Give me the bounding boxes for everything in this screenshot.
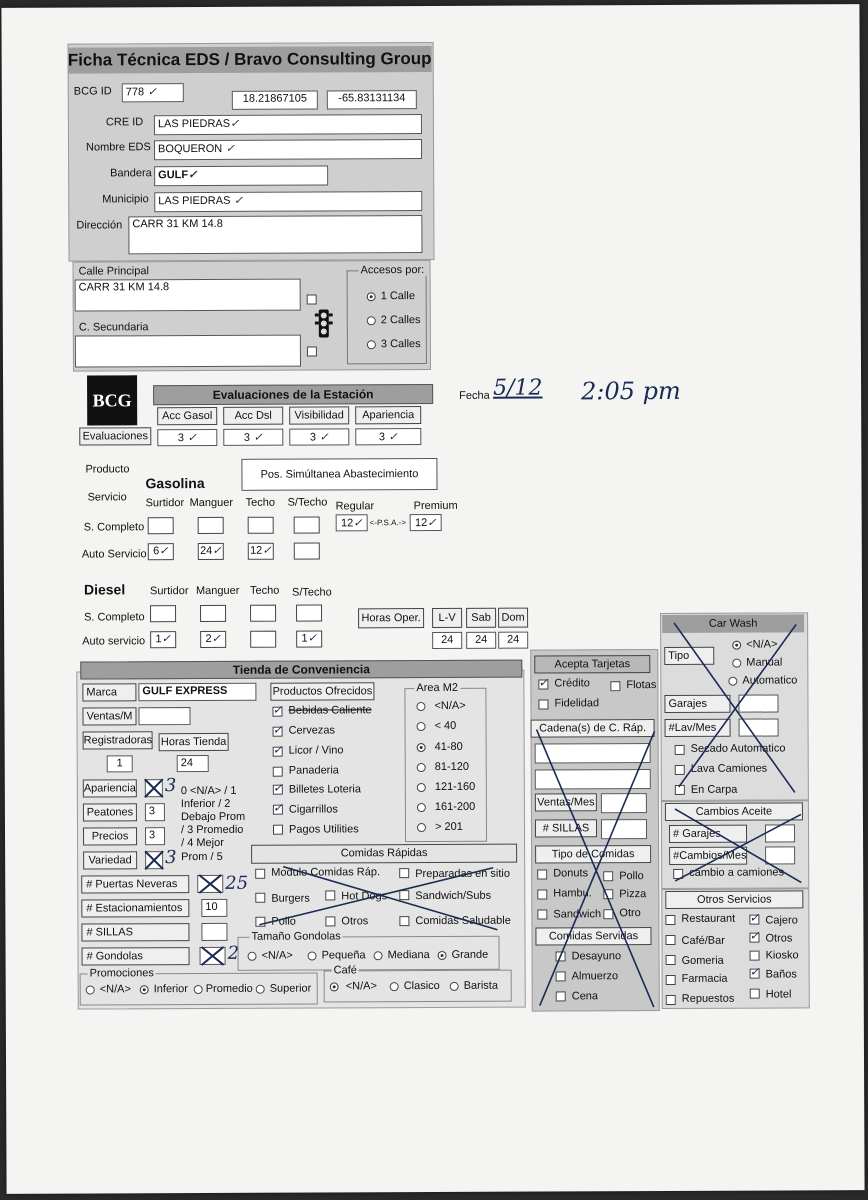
promo-radio-0[interactable] <box>86 985 95 994</box>
traffic-light-icon <box>315 308 333 338</box>
fecha-date: 5/12 <box>493 375 543 401</box>
tipo-otro-label: Otro <box>619 907 641 920</box>
dsl-as-techo[interactable] <box>250 631 276 648</box>
producto-billetes-checkbox[interactable]: ✓ <box>272 780 283 795</box>
otros-banos-label: Baños <box>765 968 797 981</box>
carwash-title: Car Wash <box>662 614 804 633</box>
cr-modulo-label: Modulo Comidas Ráp. <box>271 866 381 879</box>
tarjeta-flotas-checkbox[interactable] <box>610 681 620 691</box>
ventas-m-label: Ventas/M <box>82 707 136 725</box>
check-mark: ✓ <box>249 430 263 444</box>
area-radio-1[interactable] <box>417 722 426 731</box>
producto-panaderia-checkbox[interactable] <box>273 767 283 777</box>
cadena-title: Cadena(s) de C. Ráp. <box>531 719 655 738</box>
carwash-option-1: Manual <box>746 656 783 669</box>
tarjeta-credito-label: Crédito <box>554 677 590 690</box>
promo-radio-1[interactable] <box>140 985 149 994</box>
promo-radio-2[interactable] <box>194 985 203 994</box>
aceite-title: Cambios Aceite <box>665 802 803 821</box>
eval-col-acc-gasol: Acc Gasol <box>157 407 217 425</box>
eval-col-apariencia: Apariencia <box>355 406 421 424</box>
cre-id-field[interactable]: LAS PIEDRAS✓ <box>154 114 422 135</box>
otros-repuestos-checkbox[interactable] <box>666 995 676 1005</box>
gas-as-surtidor[interactable]: 6✓ <box>148 543 174 560</box>
direccion-label: Dirección <box>76 219 123 232</box>
gas-sc-manguer[interactable] <box>198 517 224 534</box>
gas-auto-servicio-label: Auto Servicio <box>81 548 147 561</box>
producto-licor-checkbox[interactable]: ✓ <box>272 742 283 757</box>
carwash-garajes-label: Garajes <box>664 695 730 713</box>
scale-6: Prom / 5 <box>181 850 223 864</box>
producto-bebidas-checkbox[interactable]: ✓ <box>272 702 283 717</box>
accesos-label: Accesos por: <box>360 264 425 277</box>
promo-radio-3[interactable] <box>256 985 265 994</box>
otros-otros-label: Otros <box>765 932 793 945</box>
productos-label: Productos Ofrecidos <box>270 682 374 700</box>
cafe-option-2: Barista <box>463 979 498 992</box>
servida-almuerzo-label: Almuerzo <box>571 970 619 983</box>
premium-value[interactable]: 12✓ <box>410 514 442 531</box>
area-option-3: 81-120 <box>434 760 470 773</box>
scale-2: Inferior / 2 <box>180 797 231 811</box>
horas-dom-value[interactable]: 24 <box>498 632 528 649</box>
tipo-pizza-label: Pizza <box>619 888 647 901</box>
comidas-servidas-title: Comidas Servidas <box>535 927 651 946</box>
aceite-cross-mark <box>671 804 807 887</box>
calle-principal-field[interactable]: CARR 31 KM 14.8 <box>75 279 301 312</box>
accesos-1-radio[interactable] <box>367 292 376 301</box>
evaluaciones-button[interactable]: Evaluaciones <box>79 427 151 445</box>
otros-restaurant-label: Restaurant <box>681 912 736 925</box>
horas-lv-label: L-V <box>432 608 462 628</box>
bandera-field[interactable]: GULF✓ <box>154 165 328 186</box>
cr-hotdogs-label: Hot Dogs <box>341 890 388 903</box>
gas-col-techo: Techo <box>245 496 275 509</box>
cadena-ventas-label: Ventas/Mes <box>535 793 597 811</box>
cafe-radio-2[interactable] <box>450 982 459 991</box>
tamano-option-0: <N/A> <box>261 949 293 962</box>
tamano-option-1: Pequeña <box>321 949 366 962</box>
apariencia-label: Apariencia <box>83 779 137 797</box>
cafe-option-1: Clasico <box>403 979 440 993</box>
area-radio-0[interactable] <box>416 702 425 711</box>
check-mark: ✓ <box>353 516 363 530</box>
producto-pagos-checkbox[interactable] <box>273 825 283 835</box>
check-mark: ✓ <box>159 544 169 558</box>
calle-secundaria-field[interactable] <box>75 335 301 368</box>
tipo-comidas-title: Tipo de Comidas <box>535 845 651 864</box>
cafe-radio-0[interactable] <box>330 982 339 991</box>
horas-tienda-field[interactable]: 24 <box>177 755 209 772</box>
area-option-5: 161-200 <box>434 800 476 813</box>
area-option-4: 121-160 <box>434 780 476 793</box>
accesos-2-radio[interactable] <box>367 316 376 325</box>
cr-burgers-label: Burgers <box>271 892 310 905</box>
cadena-cross-mark <box>531 723 660 1014</box>
dsl-sc-surtidor[interactable] <box>150 605 176 622</box>
puertas-handwritten: 25 <box>225 872 249 894</box>
gas-s-completo-label: S. Completo <box>83 521 145 534</box>
area-radio-6[interactable] <box>417 823 426 832</box>
puertas-label: # Puertas Neveras <box>81 875 189 893</box>
area-radio-2[interactable] <box>417 743 426 752</box>
area-label: Area M2 <box>416 681 458 695</box>
horas-oper-button[interactable]: Horas Oper. <box>358 608 424 628</box>
otros-cafebar-label: Café/Bar <box>681 934 725 947</box>
aceite-garajes-label: # Garajes <box>669 825 747 843</box>
peatones-field[interactable]: 3 <box>145 803 165 821</box>
longitude-field[interactable]: -65.83131134 <box>327 90 417 109</box>
tarjeta-flotas-label: Flotas <box>626 679 657 692</box>
carwash-cross-mark <box>664 616 805 797</box>
direccion-field[interactable]: CARR 31 KM 14.8 <box>128 215 422 254</box>
regular-value[interactable]: 12✓ <box>336 514 368 531</box>
eval-acc-dsl-value[interactable]: 3 ✓ <box>223 429 283 446</box>
area-option-0: <N/A> <box>434 699 466 712</box>
cr-sandwich-label: Sandwich/Subs <box>415 889 492 903</box>
calle-secundaria-label: C. Secundaria <box>78 321 149 334</box>
apariencia-cross-mark <box>143 777 165 799</box>
carwash-option-0: <N/A> <box>746 638 778 651</box>
check-mark: ✓ <box>427 515 437 530</box>
gasolina-title: Gasolina <box>145 474 205 492</box>
estacionamientos-field[interactable]: 10 <box>201 899 227 917</box>
bcg-logo: BCG <box>87 375 137 425</box>
check-mark: ✓ <box>262 543 272 557</box>
promo-option-3: Superior <box>269 982 312 995</box>
latitude-field[interactable]: 18.21867105 <box>232 90 318 109</box>
form-title: Ficha Técnica EDS / Bravo Consulting Group <box>68 46 432 74</box>
horas-sab-value[interactable]: 24 <box>466 632 496 649</box>
cr-saludable-label: Comidas Saludable <box>415 914 511 928</box>
variedad-cross-mark <box>143 849 165 871</box>
bcg-id-label: BCG ID <box>73 85 112 98</box>
otros-gomeria-checkbox[interactable] <box>666 955 676 965</box>
tarjeta-credito-checkbox[interactable]: ✓ <box>538 675 549 690</box>
calle-principal-label: Calle Principal <box>78 265 149 278</box>
scale-3: Debajo Prom <box>180 810 246 824</box>
carwash-camiones-label: Lava Camiones <box>690 762 768 775</box>
evaluaciones-title: Evaluaciones de la Estación <box>153 384 433 405</box>
fecha-label: Fecha <box>459 389 490 402</box>
check-mark: ✓ <box>212 543 222 557</box>
aceite-cambios-label: #Cambios/Mes <box>669 847 747 865</box>
nombre-eds-field[interactable]: BOQUERON ✓ <box>154 139 422 160</box>
carwash-tipo-label: Tipo <box>664 647 714 665</box>
tamano-option-3: Grande <box>451 948 489 961</box>
registradoras-field[interactable]: 1 <box>107 755 133 772</box>
tamano-radio-3[interactable] <box>438 951 447 960</box>
tarjeta-fidelidad-label: Fidelidad <box>554 697 600 710</box>
otros-otros-checkbox[interactable]: ✓ <box>749 928 760 943</box>
otros-kiosko-label: Kiosko <box>765 949 799 962</box>
cafe-label: Café <box>333 964 357 977</box>
dsl-sc-stecho[interactable] <box>296 604 322 621</box>
cre-id-label: CRE ID <box>105 116 144 129</box>
horas-lv-value[interactable]: 24 <box>432 632 462 649</box>
cr-pollo-label: Pollo <box>271 915 296 928</box>
carwash-lav-label: #Lav/Mes <box>665 719 731 737</box>
fecha-time: 2:05 pm <box>581 376 681 406</box>
tarjetas-title: Acepta Tarjetas <box>534 655 650 674</box>
tarjeta-fidelidad-checkbox[interactable] <box>538 699 548 709</box>
dsl-s-completo-label: S. Completo <box>84 611 145 624</box>
gondolas-handwritten: 2 <box>227 942 240 964</box>
regular-label: Regular <box>335 500 375 513</box>
accesos-2-label: 2 Calles <box>380 314 421 327</box>
paper-sheet <box>1 4 864 1194</box>
dsl-auto-servicio-label: Auto servicio <box>82 635 146 648</box>
producto-cigarrillos-checkbox[interactable]: ✓ <box>272 800 284 815</box>
otros-banos-checkbox[interactable]: ✓ <box>749 964 760 979</box>
calle-secundaria-checkbox[interactable] <box>307 347 317 357</box>
dsl-col-manguer: Manguer <box>195 584 240 598</box>
cadena-sillas-label: # SILLAS <box>535 819 597 837</box>
otros-cafebar-checkbox[interactable] <box>665 935 675 945</box>
tamano-option-2: Mediana <box>387 949 430 962</box>
area-option-2: 41-80 <box>434 740 463 753</box>
comidas-rapidas-cross-mark <box>253 862 503 935</box>
area-option-1: < 40 <box>434 719 457 732</box>
marca-field[interactable]: GULF EXPRESS <box>138 683 256 702</box>
gas-col-stecho: S/Techo <box>287 496 328 509</box>
tamano-label: Tamaño Gondolas <box>251 930 341 943</box>
nombre-eds-label: Nombre EDS <box>86 141 151 154</box>
producto-panaderia-label: Panaderia <box>288 764 339 777</box>
municipio-field[interactable]: LAS PIEDRAS ✓ <box>154 191 422 212</box>
carwash-carpa-label: En Carpa <box>690 783 738 796</box>
dsl-as-manguer[interactable]: 2✓ <box>200 631 226 648</box>
promo-option-1: Inferior <box>153 983 188 996</box>
municipio-label: Municipio <box>102 193 149 206</box>
pos-simultanea-box: Pos. Simúltanea Abastecimiento <box>241 458 437 491</box>
producto-cigarrillos-label: Cigarrillos <box>288 803 338 816</box>
servida-desayuno-label: Desayuno <box>571 950 622 963</box>
promo-option-0: <N/A> <box>99 983 131 996</box>
tipo-donuts-label: Donuts <box>553 867 589 880</box>
premium-label: Premium <box>413 499 458 513</box>
check-mark: ✓ <box>230 116 240 130</box>
scale-4: / 3 Promedio <box>180 823 244 837</box>
check-mark: ✓ <box>183 431 197 445</box>
cafe-option-0: <N/A> <box>345 980 377 993</box>
tienda-title: Tienda de Conveniencia <box>80 660 522 680</box>
horas-dom-label: Dom <box>498 608 528 628</box>
dsl-col-techo: Techo <box>249 584 280 597</box>
gas-as-stecho[interactable] <box>294 542 320 559</box>
promo-option-2: Promedio <box>205 982 253 995</box>
check-mark: ✓ <box>144 85 157 99</box>
producto-cervezas-label: Cervezas <box>288 724 336 737</box>
peatones-label: Peatones <box>83 803 137 821</box>
dsl-sc-techo[interactable] <box>250 605 276 622</box>
otros-cajero-checkbox[interactable]: ✓ <box>749 910 760 925</box>
dsl-col-surtidor: Surtidor <box>149 585 189 598</box>
puertas-cross-mark <box>197 873 223 895</box>
otros-cajero-label: Cajero <box>765 914 798 927</box>
dsl-col-stecho: S/Techo <box>291 586 332 599</box>
gas-sc-surtidor[interactable] <box>148 517 174 534</box>
accesos-3-radio[interactable] <box>367 340 376 349</box>
producto-cervezas-checkbox[interactable]: ✓ <box>272 722 283 737</box>
gas-as-techo[interactable]: 12✓ <box>248 543 274 560</box>
psa-label: <-P.S.A.-> <box>369 518 407 528</box>
apariencia-handwritten: 3 <box>164 775 177 797</box>
producto-bebidas-label: Bebidas Caliente <box>288 704 372 717</box>
area-radio-5[interactable] <box>417 803 426 812</box>
cr-preparadas-label: Preparadas en sitio <box>415 867 511 881</box>
eval-col-acc-dsl: Acc Dsl <box>223 407 283 425</box>
dsl-as-surtidor[interactable]: 1✓ <box>150 631 176 648</box>
area-radio-3[interactable] <box>417 763 426 772</box>
otros-repuestos-label: Repuestos <box>681 992 735 1005</box>
check-mark: ✓ <box>307 631 317 645</box>
variedad-handwritten: 3 <box>165 847 177 869</box>
gas-sc-techo[interactable] <box>248 517 274 534</box>
check-mark: ✓ <box>161 632 171 646</box>
tipo-hambu-label: Hambu. <box>553 887 592 900</box>
eval-visibilidad-value[interactable]: 3 ✓ <box>289 428 349 445</box>
scale-1: 0 <N/A> / 1 <box>180 784 237 798</box>
diesel-title: Diesel <box>83 581 126 598</box>
carwash-option-2: Automatico <box>742 674 798 687</box>
horas-sab-label: Sab <box>466 608 496 628</box>
otros-restaurant-checkbox[interactable] <box>665 915 675 925</box>
precios-label: Precios <box>83 827 137 845</box>
tipo-pollo-label: Pollo <box>619 870 644 883</box>
sillas-label: # SILLAS <box>81 923 189 941</box>
tamano-radio-2[interactable] <box>374 951 383 960</box>
gondolas-label: # Gondolas <box>82 947 190 965</box>
variedad-label: Variedad <box>83 851 137 869</box>
registradoras-label: Registradoras <box>83 731 153 749</box>
otros-farmacia-label: Farmacia <box>681 972 728 985</box>
otros-hotel-checkbox[interactable] <box>750 989 760 999</box>
bandera-label: Bandera <box>110 167 152 180</box>
eval-acc-gasol-value[interactable]: 3 ✓ <box>157 429 217 446</box>
aceite-camiones-label: cambio a camiones <box>689 866 785 879</box>
otros-hotel-label: Hotel <box>765 988 792 1001</box>
marca-label: Marca <box>82 683 136 701</box>
cr-otros-label: Otros <box>341 915 369 928</box>
estacionamientos-label: # Estacionamientos <box>81 899 189 917</box>
servida-cena-label: Cena <box>571 990 599 1003</box>
producto-label: Producto <box>85 463 130 476</box>
accesos-1-label: 1 Calle <box>380 290 415 303</box>
dsl-as-stecho[interactable]: 1✓ <box>296 630 322 647</box>
carwash-secado-label: Secado Automatico <box>690 742 786 755</box>
servicio-label: Servicio <box>87 491 127 504</box>
precios-field[interactable]: 3 <box>145 827 165 845</box>
otros-title: Otros Servicios <box>665 890 803 909</box>
area-radio-4[interactable] <box>417 783 426 792</box>
otros-farmacia-checkbox[interactable] <box>666 975 676 985</box>
eval-col-visibilidad: Visibilidad <box>289 406 349 424</box>
bcg-id-field[interactable]: 778 ✓ <box>122 83 184 102</box>
check-mark: ✓ <box>222 141 235 155</box>
check-mark: ✓ <box>384 430 398 444</box>
check-mark: ✓ <box>188 168 198 182</box>
dsl-sc-manguer[interactable] <box>200 605 226 622</box>
producto-pagos-label: Pagos Utilities <box>288 823 359 836</box>
eval-apariencia-value[interactable]: 3 ✓ <box>355 428 421 445</box>
gas-sc-stecho[interactable] <box>294 516 320 533</box>
sillas-field[interactable] <box>201 923 227 941</box>
producto-billetes-label: Billetes Loteria <box>288 783 362 796</box>
producto-licor-label: Licor / Vino <box>288 744 344 757</box>
cafe-radio-1[interactable] <box>390 982 399 991</box>
comidas-rapidas-title: Comidas Rápidas <box>251 844 517 864</box>
tamano-radio-1[interactable] <box>308 952 317 961</box>
check-mark: ✓ <box>211 631 221 645</box>
tamano-radio-0[interactable] <box>248 952 257 961</box>
promociones-label: Promociones <box>89 967 154 980</box>
horas-tienda-label: Horas Tienda <box>159 733 229 751</box>
scale-5: / 4 Mejor <box>181 836 224 850</box>
ventas-m-field[interactable] <box>138 707 190 725</box>
gondolas-cross-mark <box>200 945 226 967</box>
check-mark: ✓ <box>315 430 329 444</box>
calle-principal-checkbox[interactable] <box>307 295 317 305</box>
gas-col-manguer: Manguer <box>189 496 234 510</box>
gas-as-manguer[interactable]: 24✓ <box>198 543 224 560</box>
tipo-sandwich-label: Sandwich <box>553 908 602 921</box>
area-option-6: > 201 <box>434 820 463 833</box>
otros-gomeria-label: Gomeria <box>681 954 724 967</box>
accesos-3-label: 3 Calles <box>380 338 421 351</box>
otros-kiosko-checkbox[interactable] <box>750 951 760 961</box>
gas-col-surtidor: Surtidor <box>145 497 185 510</box>
check-mark: ✓ <box>230 193 244 207</box>
